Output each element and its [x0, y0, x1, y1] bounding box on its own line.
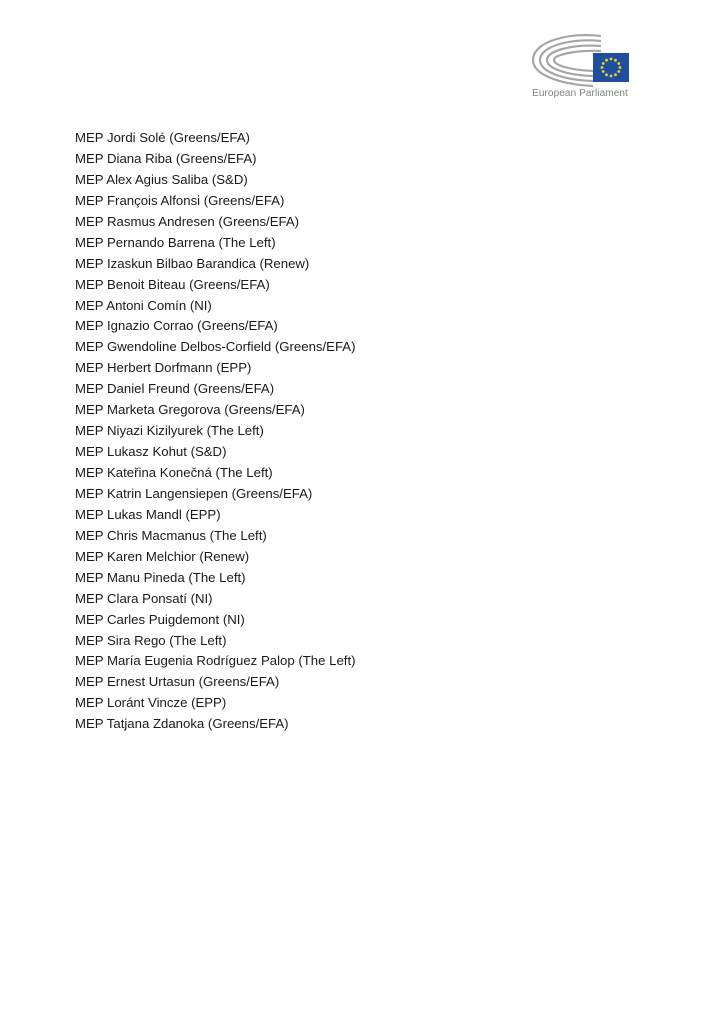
list-item: MEP François Alfonsi (Greens/EFA) — [75, 192, 285, 208]
list-item: MEP Ignazio Corrao (Greens/EFA) — [75, 318, 278, 334]
logo-wordmark: European Parliament — [532, 88, 628, 99]
list-item: MEP Kateřina Konečná (The Left) — [75, 465, 273, 480]
list-item: MEP Pernando Barrena (The Left) — [75, 234, 276, 250]
list-item: MEP Tatjana Zdanoka (Greens/EFA) — [75, 716, 289, 732]
list-item: MEP Clara Ponsatí (NI) — [75, 590, 213, 606]
list-item: MEP Jordi Solé (Greens/EFA) — [75, 130, 250, 145]
list-item: MEP Loránt Vincze (EPP) — [75, 695, 227, 711]
list-item: MEP Izaskun Bilbao Barandica (Renew) — [75, 255, 310, 271]
list-item: MEP Diana Riba (Greens/EFA) — [75, 150, 257, 166]
list-item: MEP Chris Macmanus (The Left) — [75, 527, 267, 543]
list-item: MEP Manu Pineda (The Left) — [75, 569, 246, 585]
list-item: MEP Marketa Gregorova (Greens/EFA) — [75, 402, 305, 418]
list-item: MEP Alex Agius Saliba (S&D) — [75, 171, 248, 187]
list-item: MEP Daniel Freund (Greens/EFA) — [75, 381, 275, 397]
list-item: MEP Niyazi Kizilyurek (The Left) — [75, 423, 264, 439]
mep-list — [75, 128, 356, 735]
hemicycle-flag-icon — [527, 30, 633, 88]
list-item: MEP Ernest Urtasun (Greens/EFA) — [75, 674, 280, 690]
list-item: MEP Gwendoline Delbos-Corfield (Greens/EFA) — [75, 339, 356, 355]
list-item: MEP Katrin Langensiepen (Greens/EFA) — [75, 485, 313, 501]
list-item: MEP Lukas Mandl (EPP) — [75, 506, 221, 522]
european-parliament-logo — [527, 30, 633, 104]
list-item: MEP Sira Rego (The Left) — [75, 632, 227, 648]
list-item: MEP Antoni Comín (NI) — [75, 297, 212, 313]
list-item: MEP Carles Puigdemont (NI) — [75, 611, 245, 627]
list-item: MEP Rasmus Andresen (Greens/EFA) — [75, 213, 300, 229]
list-item: MEP María Eugenia Rodríguez Palop (The Left) — [75, 653, 356, 669]
list-item: MEP Karen Melchior (Renew) — [75, 548, 250, 564]
list-item: MEP Lukasz Kohut (S&D) — [75, 444, 227, 460]
list-item: MEP Herbert Dorfmann (EPP) — [75, 360, 252, 376]
list-item: MEP Benoit Biteau (Greens/EFA) — [75, 276, 270, 292]
